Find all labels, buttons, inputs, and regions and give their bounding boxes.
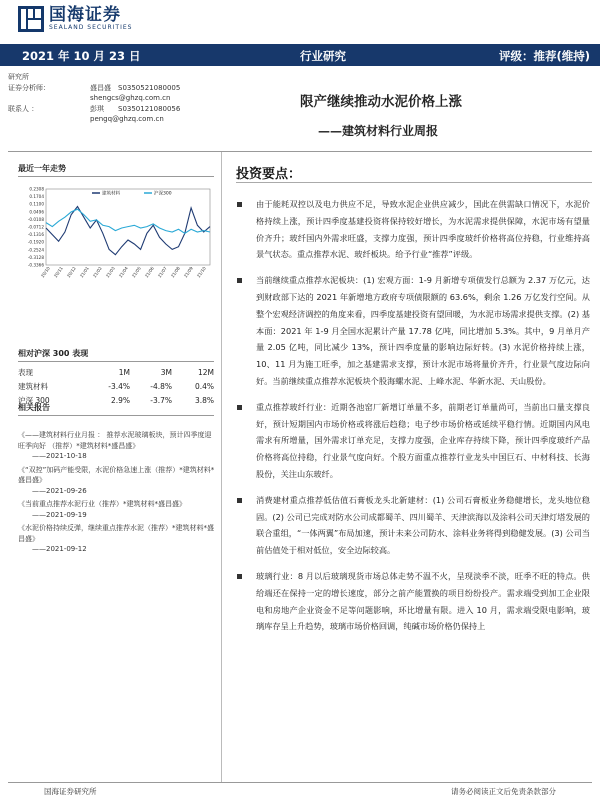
bullet-square-icon [237, 405, 242, 410]
performance-heading-rule [18, 361, 214, 362]
header-banner [0, 44, 600, 66]
x-tick-label: 21/10 [195, 265, 207, 279]
key-point-text: 消费建材重点推荐低估值石膏板龙头北新建材：(1) 公司石膏板业务稳健增长，龙头地位稳固。(2) 公司已完成对防水公司成都蜀羊、四川蜀羊、天津滨海以及涂料公司天津灯塔发展的联合重组，“一体两翼”布局加速，预计未来公司防水、涂料业务将得到稳健发展。(3) 公司当前估值处于相对低位，安全边际较高。 [256, 494, 590, 556]
trend-heading: 最近一年走势 [18, 164, 66, 173]
y-tick-label: 0.1100 [29, 201, 44, 207]
x-tick-label: 20/10 [39, 265, 51, 279]
related-report-title: 《当前重点推荐水泥行业（推荐）*建筑材料*盛昌盛》 [18, 500, 186, 508]
column-divider [221, 152, 222, 782]
x-tick-label: 21/05 [130, 265, 142, 279]
key-points-rule [236, 182, 592, 183]
contact-email[interactable]: pengq@ghzq.com.cn [90, 115, 164, 123]
related-report-date: ——2021-09-12 [32, 545, 87, 553]
bullet-square-icon [237, 574, 242, 579]
footer-institute: 国海证券研究所 [44, 787, 97, 796]
related-report-item[interactable] [18, 523, 216, 555]
x-tick-label: 21/04 [117, 265, 129, 279]
performance-header-cell: 3M [160, 367, 172, 377]
key-point-item [234, 196, 590, 263]
key-point-item [234, 492, 590, 559]
one-year-trend-chart [16, 183, 214, 283]
y-tick-label: -0.2524 [27, 247, 44, 253]
analyst-cert: S0350521080005 [118, 83, 181, 92]
key-point-text: 当前继续重点推荐水泥板块：(1) 宏观方面：1-9 月新增专项债发行总额为 2.37 万亿元，达到财政部下达的 2021 年新增地方政府专项债限额的 63.6%，剩余 1.26 万亿发行空间。从整个宏观经济调控的角度来看，四季度基建投资有望回暖，为水泥市场需求提供支撑。(2) 基本面：2021 年 1-9 月全国水泥累计产量 17.78 亿吨，同比增加 5.3%。其中，9 月单月产量 2.05 亿吨，同比减少 13%，预计四季度量的影响边际好转。(3) 水泥价格持续上涨，10、11 月为施工旺季，加之基建需求支撑，预计水泥市场将量价齐升，行业景气度边际向好。当前继续重点推荐水泥板块个股海螺水泥、上峰水泥、华新水泥、天山股份。 [256, 275, 590, 386]
bullet-square-icon [237, 278, 242, 283]
key-points-list [234, 196, 590, 644]
analyst-label: 证券分析师： [8, 83, 50, 92]
footer-divider [8, 782, 592, 783]
bullet-square-icon [237, 498, 242, 503]
performance-cell: -3.7% [150, 395, 172, 405]
x-tick-label: 21/03 [104, 265, 116, 279]
x-tick-label: 21/02 [91, 265, 103, 279]
y-tick-label: -0.1920 [27, 239, 44, 245]
y-tick-label: 0.0496 [29, 209, 44, 215]
report-subtitle: ——建筑材料行业周报 [318, 124, 439, 138]
performance-row [18, 379, 214, 393]
performance-cell: 3.8% [194, 395, 214, 405]
y-tick-label: 0.2308 [29, 186, 44, 192]
analyst-email[interactable]: shengcs@ghzq.com.cn [90, 94, 171, 102]
related-report-date: ——2021-10-18 [32, 452, 87, 460]
institute-label: 研究所 [8, 73, 29, 81]
performance-cell: -3.4% [108, 381, 130, 391]
industry-rating: 评级：推荐(维持) [498, 49, 590, 63]
related-report-date: ——2021-09-19 [32, 510, 87, 519]
y-tick-label: 0.1704 [29, 194, 44, 200]
x-tick-label: 20/12 [65, 265, 77, 279]
reports-heading: 相关报告 [18, 403, 50, 412]
related-report-title: 《——建筑材料行业月报 ： 推荐水泥玻璃板块，预计四季度迎旺季向好 （推荐）*建筑材料*盛昌盛》 [18, 431, 212, 450]
logo-english-name: SEALAND SECURITIES [49, 24, 133, 31]
related-report-title: 《水泥价格持续反弹，继续重点推荐水泥（推荐）*建筑材料*盛昌盛》 [18, 524, 214, 543]
performance-cell: -4.8% [150, 381, 172, 391]
key-point-item [234, 272, 590, 390]
footer-disclaimer: 请务必阅读正文后免责条款部分 [451, 787, 556, 796]
performance-cell: 沪深 300 [18, 395, 50, 405]
y-tick-label: -0.3366 [27, 262, 44, 268]
performance-heading: 相对沪深 300 表现 [18, 349, 89, 358]
performance-cell: 建筑材料 [18, 381, 48, 391]
header-divider [8, 151, 592, 152]
company-logo [18, 6, 132, 32]
contact-cert: S0350121080056 [118, 104, 181, 113]
performance-header-cell: 1M [118, 367, 130, 377]
performance-cell: 2.9% [110, 395, 130, 405]
contact-label: 联系人 ： [8, 104, 39, 113]
analyst-name: 盛昌盛 [90, 83, 111, 92]
legend-label: 沪深300 [154, 191, 172, 197]
contact-name: 彭琪 [90, 104, 104, 113]
report-type: 行业研究 [300, 49, 346, 63]
performance-table [18, 365, 214, 407]
x-tick-label: 20/11 [52, 265, 64, 279]
series-line-building-materials [46, 207, 210, 255]
y-tick-label: -0.0712 [27, 224, 44, 230]
trend-heading-rule [18, 176, 214, 177]
x-tick-label: 21/06 [143, 265, 155, 279]
key-point-text: 由于能耗双控以及电力供应不足，导致水泥企业供应减少，国此在供需缺口情况下，水泥价格持续上涨，预计四季度基建投资将保持较好增长，为水泥需求提供保障，水泥市场有望量价齐升；玻纤国内外需求旺盛，支撑力度强，预计四季度玻纤价格将高位持稳，行业维持高景气状态。重点推荐水泥、玻纤板块。给予行业“推荐”评级。 [256, 199, 590, 260]
sealand-logo-icon [18, 6, 44, 32]
y-tick-label: -0.1316 [27, 232, 44, 238]
key-points-title: 投资要点： [236, 167, 302, 182]
related-report-item[interactable] [18, 430, 216, 462]
performance-header-row [18, 365, 214, 379]
y-tick-label: -0.0108 [27, 216, 44, 222]
key-point-item [234, 568, 590, 635]
x-tick-label: 21/01 [78, 265, 90, 279]
performance-header-cell: 12M [197, 367, 214, 377]
logo-chinese-name: 国海证券 [49, 5, 121, 25]
related-report-item[interactable] [18, 499, 216, 520]
related-report-date: ——2021-09-26 [32, 486, 87, 495]
key-point-text: 重点推荐玻纤行业：近期各池窑厂新增订单量不多，前期老订单量尚可，当前出口量支撑良好，预计短期国内市场价格或将涨后趋稳；电子纱市场价格或延续平稳行情。近期国内风电需求有所增量，国外需求订单充足，支撑力度强，企业库存持续下降，预计四季度玻纤产品价格将高位持稳，行业景气度向好。个股方面重点推荐行业龙头中国巨石、中材科技、长海股份，关注山东玻纤。 [256, 401, 590, 479]
bullet-square-icon [237, 202, 242, 207]
report-date: 2021 年 10 月 23 日 [22, 49, 141, 63]
report-title: 限产继续推动水泥价格上涨 [300, 94, 462, 110]
key-point-text: 玻璃行业：8 月以后玻璃现货市场总体走势不温不火，呈现淡季不淡，旺季不旺的特点。供给端还在保持一定的增长速度，部分之前产能置换的项目纷纷投产。需求端受到加工企业限电和房地产企业资金不足等问题影响，环比增量有限。进入 10 月，需求端受限电影响，玻璃库存呈上升趋势，玻璃市场价格回调，纯碱市场价格仍保持上 [256, 570, 590, 632]
related-reports-list [18, 430, 216, 558]
x-tick-label: 21/07 [156, 265, 168, 279]
y-tick-label: -0.3128 [27, 254, 44, 260]
performance-cell: 0.4% [194, 381, 214, 391]
legend-label: 建筑材料 [102, 191, 120, 197]
key-point-item [234, 399, 590, 483]
reports-heading-rule [18, 415, 214, 416]
x-tick-label: 21/08 [169, 265, 181, 279]
related-report-title: 《“双控”加码产能受限，水泥价格急速上涨（推荐）*建筑材料*盛昌盛》 [18, 465, 215, 484]
performance-header-cell: 表现 [18, 367, 33, 377]
x-tick-label: 21/09 [182, 265, 194, 279]
related-report-item[interactable] [18, 465, 216, 497]
